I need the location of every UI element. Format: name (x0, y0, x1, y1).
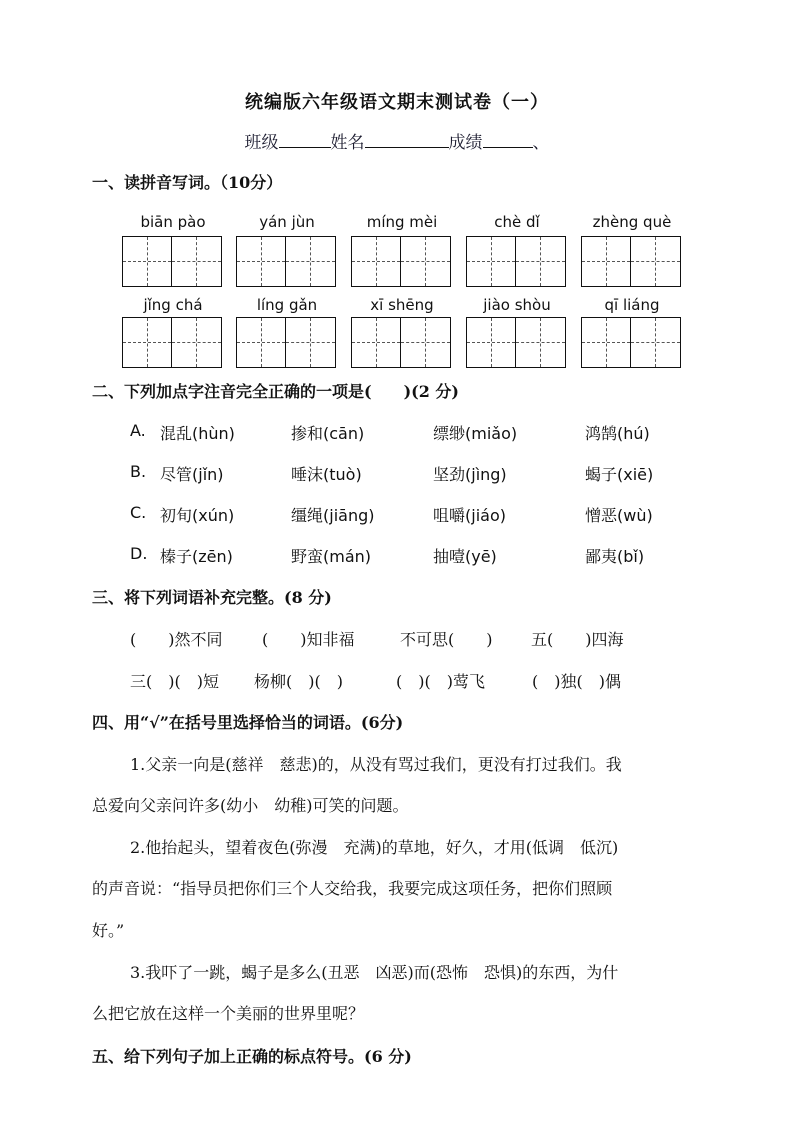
idiom-blank[interactable]: 杨柳( )( ) (254, 672, 343, 691)
paragraph-line: 的声音说：“指导员把你们三个人交给我，我要完成这项任务，把你们照顾 (92, 879, 613, 898)
section-4-heading: 四、用“√”在括号里选择恰当的词语。(6分) (92, 713, 404, 732)
tianzige-box[interactable] (466, 317, 566, 368)
section-5-heading: 五、给下列句子加上正确的标点符号。(6 分) (92, 1047, 412, 1066)
student-info-line (0, 128, 794, 153)
option-word: 初旬(xún) (160, 506, 235, 525)
score-blank[interactable] (483, 131, 533, 148)
pinyin-label: chè dǐ (494, 213, 540, 231)
option-word: 唾沫(tuò) (291, 465, 362, 484)
name-blank[interactable] (365, 131, 449, 148)
idiom-blank[interactable]: 不可思( ) (400, 630, 493, 649)
tianzige-box[interactable] (466, 236, 566, 287)
tianzige-box[interactable] (581, 317, 681, 368)
tianzige-box[interactable] (122, 317, 222, 368)
pinyin-label: míng mèi (366, 213, 438, 231)
pinyin-label: qī liáng (604, 296, 660, 314)
idiom-blank[interactable]: 三( )( )短 (130, 672, 219, 691)
option-word: 抽噎(yē) (433, 547, 497, 566)
option-word: 鄙夷(bǐ) (585, 547, 645, 566)
option-word: 缥缈(miǎo) (433, 424, 518, 443)
option-label[interactable]: A. (130, 421, 146, 440)
score-label: 成绩 (448, 133, 483, 153)
tianzige-box[interactable] (122, 236, 222, 287)
tianzige-box[interactable] (236, 317, 336, 368)
class-blank[interactable] (279, 131, 331, 148)
paragraph-line: 总爱向父亲问许多(幼小 幼稚)可笑的问题。 (92, 796, 409, 815)
option-word: 野蛮(mán) (291, 547, 372, 566)
tianzige-box[interactable] (236, 236, 336, 287)
section-1-heading: 一、读拼音写词。（10分） (92, 173, 283, 192)
pinyin-label: biān pào (140, 213, 206, 231)
pinyin-label: jǐng chá (143, 296, 203, 314)
option-word: 咀嚼(jiáo) (433, 506, 506, 525)
option-word: 蝎子(xiē) (585, 465, 654, 484)
option-word: 憎恶(wù) (585, 506, 653, 525)
section-3-heading: 三、将下列词语补充完整。(8 分) (92, 588, 332, 607)
option-label[interactable]: C. (130, 503, 147, 522)
section-2-heading: 二、下列加点字注音完全正确的一项是( )(2 分) (92, 382, 459, 401)
option-word: 榛子(zēn) (160, 547, 233, 566)
pinyin-label: xī shēng (370, 296, 434, 314)
tianzige-box[interactable] (351, 236, 451, 287)
name-label: 姓名 (330, 133, 365, 153)
idiom-blank[interactable]: ( )( )莺飞 (396, 672, 485, 691)
pinyin-label: yán jùn (259, 213, 315, 231)
option-word: 混乱(hùn) (160, 424, 235, 443)
pinyin-label: líng gǎn (256, 296, 318, 314)
paragraph-line: 2.他抬起头，望着夜色(弥漫 充满)的草地，好久，才用(低调 低沉) (130, 838, 619, 857)
paragraph-line: 3.我吓了一跳，蝎子是多么(丑恶 凶恶)而(恐怖 恐惧)的东西，为什 (130, 963, 619, 982)
option-word: 缰绳(jiāng) (291, 506, 375, 525)
option-word: 尽管(jǐn) (160, 465, 224, 484)
tianzige-box[interactable] (351, 317, 451, 368)
idiom-blank[interactable]: ( )独( )偶 (532, 672, 621, 691)
idiom-blank[interactable]: ( )知非福 (262, 630, 355, 649)
paragraph-line: 么把它放在这样一个美丽的世界里呢？ (92, 1004, 365, 1023)
page-title: 统编版六年级语文期末测试卷（一） (245, 92, 549, 113)
idiom-blank[interactable]: 五( )四海 (531, 630, 624, 649)
option-word: 掺和(cān) (291, 424, 365, 443)
option-word: 坚劲(jìng) (433, 465, 507, 484)
pinyin-label: zhèng què (592, 213, 672, 231)
option-word: 鸿鹄(hú) (585, 424, 650, 443)
pinyin-label: jiào shòu (483, 296, 551, 314)
idiom-blank[interactable]: ( )然不同 (130, 630, 223, 649)
tianzige-box[interactable] (581, 236, 681, 287)
paragraph-line: 好。” (92, 921, 125, 940)
option-label[interactable]: B. (130, 462, 147, 481)
option-label[interactable]: D. (130, 544, 148, 563)
info-tail: 、 (532, 133, 550, 153)
paragraph-line: 1.父亲一向是(慈祥 慈悲)的，从没有骂过我们，更没有打过我们。我 (130, 755, 622, 774)
class-label: 班级 (244, 133, 279, 153)
